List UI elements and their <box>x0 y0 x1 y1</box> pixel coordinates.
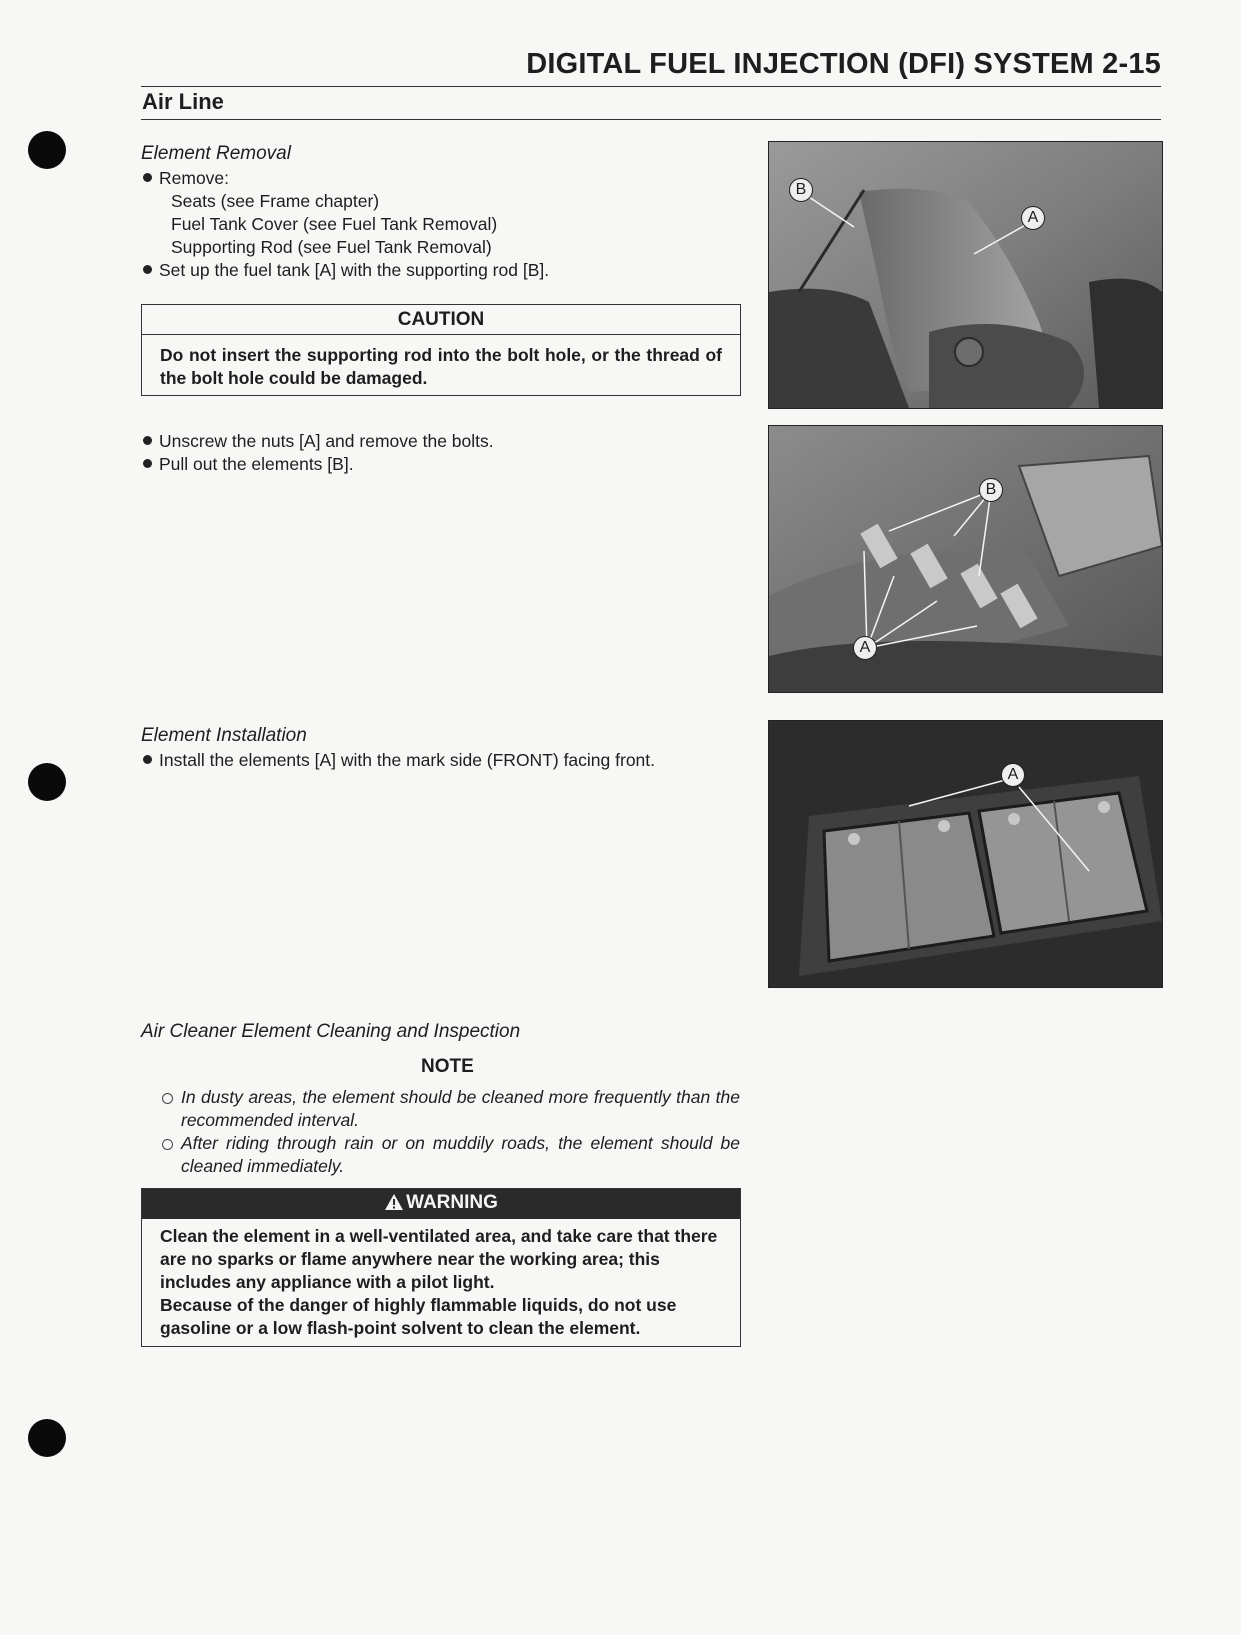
warning-text: Because of the danger of highly flammable liquids, do not use gasoline or a low flash-point solvent to clean the element. <box>160 1295 677 1338</box>
page-header-title: DIGITAL FUEL INJECTION (DFI) SYSTEM 2-15 <box>526 48 1161 80</box>
nuts-elements-photo <box>768 425 1163 693</box>
cleaning-heading: Air Cleaner Element Cleaning and Inspection <box>141 1021 521 1042</box>
bullet-icon <box>143 265 152 274</box>
punch-hole <box>28 131 66 169</box>
note-item <box>162 1086 740 1132</box>
bullet-icon <box>143 459 152 468</box>
warning-body <box>142 1219 740 1346</box>
section-title: Air Line <box>142 89 224 114</box>
note-text: After riding through rain or on muddily roads, the element should be cleaned immediately. <box>181 1133 740 1176</box>
warning-triangle-icon <box>384 1193 404 1217</box>
circle-bullet-icon <box>162 1093 173 1104</box>
note-title: NOTE <box>421 1056 474 1077</box>
installed-elements-photo <box>768 720 1163 988</box>
setup-bullet <box>143 259 549 282</box>
caution-title: CAUTION <box>142 305 740 335</box>
bullet-icon <box>143 173 152 182</box>
remove-label: Remove: <box>159 168 230 188</box>
fuel-tank-photo <box>768 141 1163 409</box>
warning-header <box>142 1189 740 1219</box>
section-rule <box>141 119 1161 120</box>
pull-bullet <box>143 453 354 476</box>
pull-text: Pull out the elements [B]. <box>159 454 354 474</box>
note-text: In dusty areas, the element should be cleaned more frequently than the recommended interval. <box>181 1087 740 1130</box>
element-installation-heading: Element Installation <box>141 725 307 746</box>
install-bullet <box>143 749 655 772</box>
remove-bullet <box>143 167 229 190</box>
remove-item: Supporting Rod (see Fuel Tank Removal) <box>171 237 492 257</box>
callout-a: A <box>1001 763 1025 787</box>
unscrew-bullet <box>143 430 494 453</box>
callout-b: B <box>979 478 1003 502</box>
caution-text: Do not insert the supporting rod into the bolt hole, or the thread of the bolt hole could be damaged. <box>160 345 722 388</box>
circle-bullet-icon <box>162 1139 173 1150</box>
element-removal-heading: Element Removal <box>141 143 291 164</box>
bullet-icon <box>143 755 152 764</box>
setup-text: Set up the fuel tank [A] with the supporting rod [B]. <box>159 260 550 280</box>
punch-hole <box>28 763 66 801</box>
callout-a: A <box>1021 206 1045 230</box>
callout-b: B <box>789 178 813 202</box>
caution-box <box>141 304 741 396</box>
callout-a: A <box>853 636 877 660</box>
install-text: Install the elements [A] with the mark side (FRONT) facing front. <box>159 750 656 770</box>
punch-hole <box>28 1419 66 1457</box>
unscrew-text: Unscrew the nuts [A] and remove the bolts. <box>159 431 494 451</box>
header-rule <box>141 86 1161 87</box>
warning-box <box>141 1188 741 1347</box>
remove-item: Fuel Tank Cover (see Fuel Tank Removal) <box>171 214 498 234</box>
warning-title: WARNING <box>406 1192 498 1213</box>
remove-item: Seats (see Frame chapter) <box>171 191 380 211</box>
note-item <box>162 1132 740 1178</box>
bullet-icon <box>143 436 152 445</box>
warning-text: Clean the element in a well-ventilated area, and take care that there are no sparks or flame anywhere near the working area; this includes any appliance with a pilot light. <box>160 1226 718 1292</box>
